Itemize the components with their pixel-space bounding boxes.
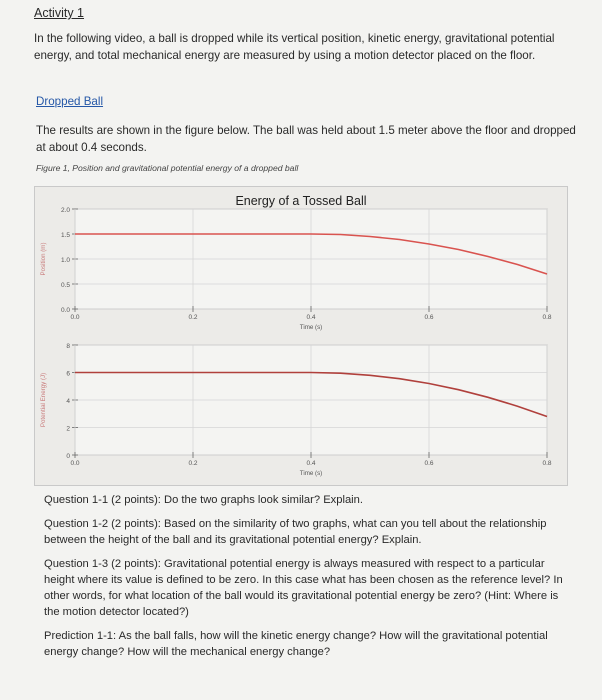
x-tick-label: 0.6	[424, 314, 434, 321]
y-tick-label: 0	[66, 453, 70, 460]
x-tick-label: 0.0	[70, 314, 80, 321]
y-tick-label: 2.0	[60, 207, 70, 214]
x-tick-label: 0.2	[188, 460, 198, 467]
x-tick-label: 0.4	[306, 314, 316, 321]
prediction-1-1: Prediction 1-1: As the ball falls, how will the kinetic energy change? How will the gravitational potential energy change? How will the mechanical energy change?	[44, 630, 548, 658]
y-tick-label: 4	[66, 398, 70, 405]
question-1-1: Question 1-1 (2 points): Do the two graphs look similar? Explain.	[44, 494, 363, 506]
figure-1-svg	[35, 187, 567, 485]
results-paragraph: The results are shown in the figure below. The ball was held about 1.5 meter above the floor and dropped at about 0.4 seconds.	[36, 124, 576, 154]
x-axis-label: Time (s)	[299, 324, 323, 331]
x-tick-label: 0.6	[424, 460, 434, 467]
x-tick-label: 0.2	[188, 314, 198, 321]
y-tick-label: 1.0	[60, 257, 70, 264]
y-tick-label: 2	[66, 425, 70, 433]
x-tick-label: 0.4	[306, 460, 316, 467]
question-1-3: Question 1-3 (2 points): Gravitational potential energy is always measured with respect to a particular height where its value is defined to be zero. In this case what has been chosen as the reference level? In other words, for what location of the ball would its gravitational potential energy be zero? (Hint: Where is the motion detector located?)	[44, 558, 563, 618]
y-tick-label: 0.0	[60, 307, 70, 314]
activity-title: Activity 1	[34, 6, 85, 20]
intro-paragraph: In the following video, a ball is dropped while its vertical position, kinetic energy, gravitational potential energy, and total mechanical energy are measured by using a motion detector placed on the floor.	[34, 32, 555, 62]
x-tick-label: 0.0	[70, 460, 80, 467]
x-tick-label: 0.8	[542, 314, 552, 321]
x-tick-label: 0.8	[542, 460, 552, 467]
figure-caption: Figure 1, Position and gravitational potential energy of a dropped ball	[36, 163, 299, 173]
chart-title: Energy of a Tossed Ball	[235, 194, 367, 208]
y-tick-label: 1.5	[60, 232, 70, 239]
x-axis-label: Time (s)	[299, 470, 323, 477]
figure-1-chart-panel	[34, 186, 568, 486]
y-axis-label: Position (m)	[40, 242, 47, 276]
y-axis-label: Potential Energy (J)	[40, 372, 47, 428]
question-1-2: Question 1-2 (2 points): Based on the similarity of two graphs, what can you tell about the relationship between the height of the ball and its gravitational potential energy? Explain.	[44, 518, 547, 546]
y-tick-label: 8	[66, 343, 70, 350]
y-tick-label: 6	[66, 370, 70, 378]
questions-section	[44, 492, 564, 668]
y-tick-label: 0.5	[60, 282, 70, 289]
dropped-ball-video-link[interactable]: Dropped Ball	[36, 95, 104, 108]
